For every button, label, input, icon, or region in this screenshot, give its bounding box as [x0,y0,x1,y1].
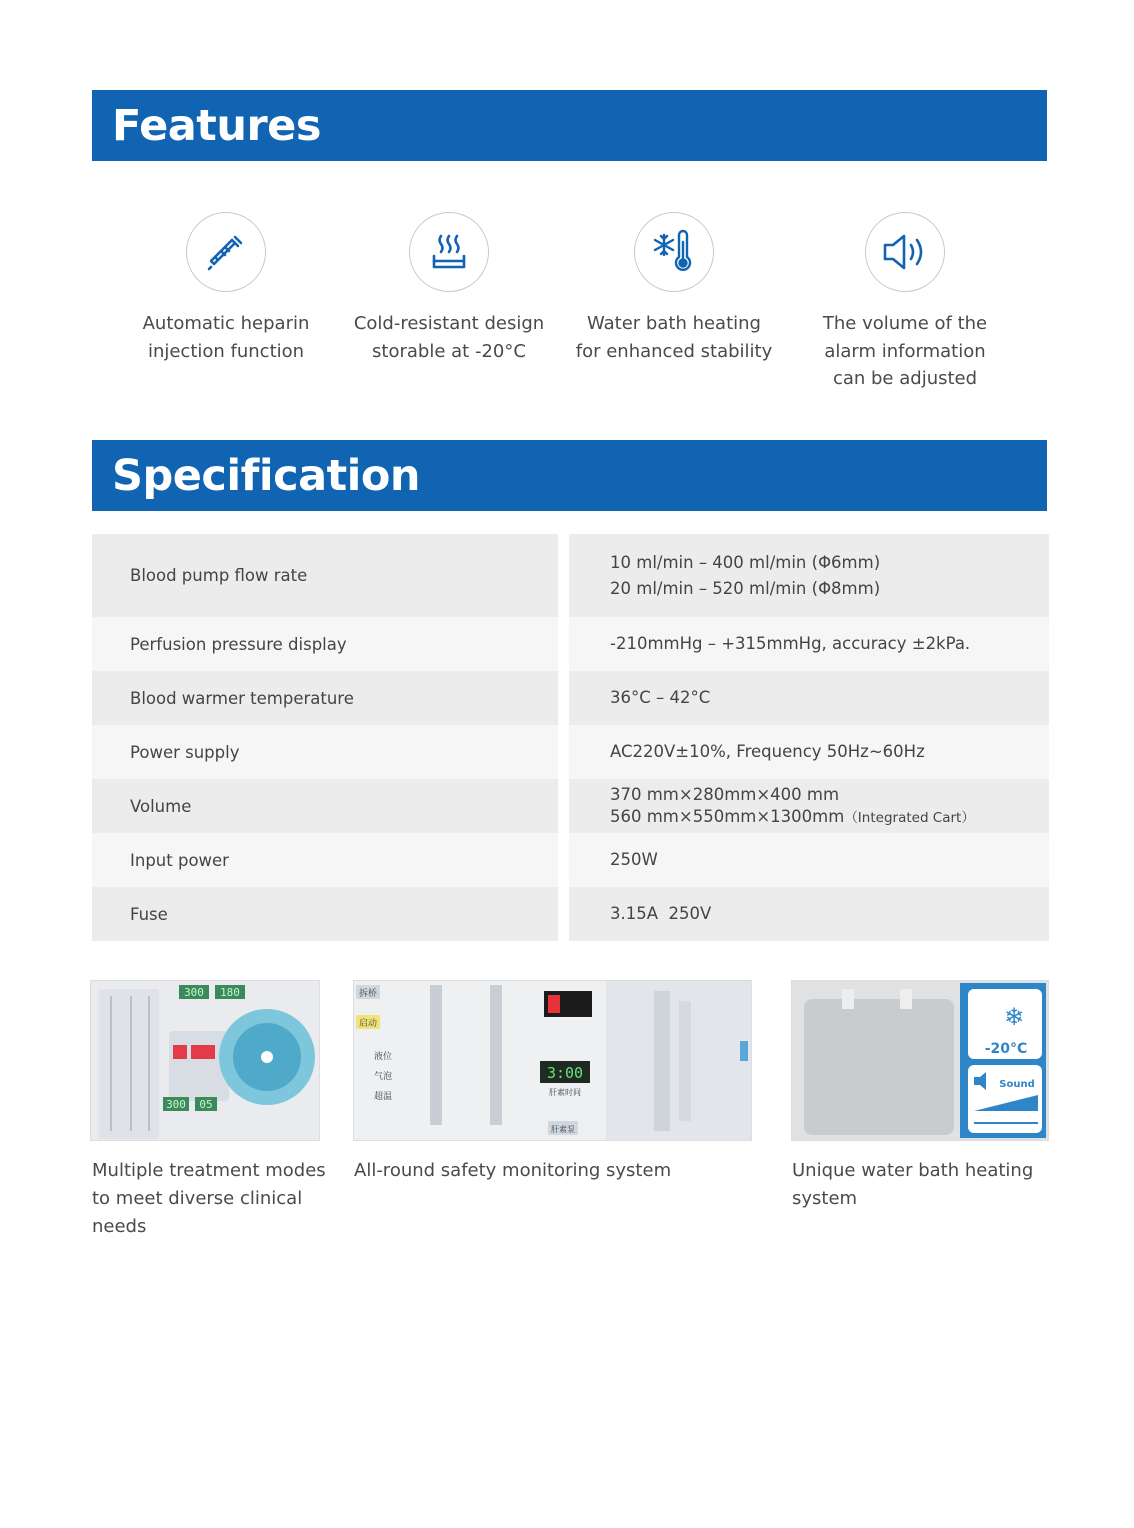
spec-value-text: 560 mm×550mm×1300mm [610,806,845,826]
photo-safety-monitoring [353,980,752,1141]
specification-banner [92,440,1047,511]
display-value: 300 [184,986,204,999]
heat-bath-icon [409,212,489,292]
caption-treatment-modes: Multiple treatment modes to meet diverse clinical needs [92,1160,326,1237]
badge-text: -20°C [984,1041,1028,1057]
photo-treatment-modes [90,980,320,1141]
badge-text: Sound [999,1079,1035,1090]
panel-label: 肝素泵 [551,1125,575,1134]
spec-row-power-supply [92,725,1049,779]
feature-heparin [111,212,341,365]
display-value: 300 [166,1098,186,1111]
feature-water-bath [559,212,789,365]
spec-value-line: 36°C – 42°C [610,688,711,707]
features-title: Features [112,100,321,151]
spec-value-line: AC220V±10%, Frequency 50Hz~60Hz [610,742,925,761]
display-value: 180 [220,986,240,999]
spec-value-line [610,806,975,829]
spec-key: Blood pump flow rate [92,534,558,617]
feature-label: Automatic heparin injection function [142,313,310,362]
feature-alarm-volume [790,212,1020,393]
spec-key: Volume [92,779,558,833]
spec-value [569,725,1049,779]
spec-key: Fuse [92,887,558,941]
spec-key: Power supply [92,725,558,779]
panel-label: 液位 [374,1052,393,1062]
spec-value-line: 370 mm×280mm×400 mm [610,784,840,804]
spec-value [569,671,1049,725]
spec-row-volume [92,779,1049,833]
spec-row-fuse [92,887,1049,941]
spec-row-perfusion-pressure [92,617,1049,671]
panel-label: 启动 [358,1019,378,1029]
snowflake-icon: ❄ [1003,1003,1025,1031]
snowflake-thermometer-icon [634,212,714,292]
features-banner [92,90,1047,161]
display-value: 05 [199,1098,213,1111]
spec-value [569,887,1049,941]
spec-value-line: 10 ml/min – 400 ml/min (Φ6mm) [610,552,881,572]
panel-label: 肝素时间 [549,1088,581,1097]
spec-value-line: 250W [610,850,658,869]
feature-label: The volume of the alarm information can be adjusted [822,313,988,389]
spec-row-warmer-temperature [92,671,1049,725]
speaker-icon [865,212,945,292]
feature-label: Cold-resistant design storable at -20°C [353,313,545,362]
panel-label: 超温 [374,1092,393,1102]
spec-value-line: 3.15A 250V [610,904,712,923]
panel-label: 拆桥 [358,989,378,999]
spec-value [569,833,1049,887]
photo-water-bath [791,980,1049,1141]
panel-label: 气泡 [374,1072,393,1082]
feature-cold-resistant [334,212,564,365]
caption-water-bath: Unique water bath heating system [792,1160,1034,1209]
spec-key: Blood warmer temperature [92,671,558,725]
panel-display: 3:00 [546,1064,584,1082]
spec-value-line: 20 ml/min – 520 ml/min (Φ8mm) [610,578,881,598]
spec-value [569,779,1049,833]
syringe-icon [186,212,266,292]
spec-row-input-power [92,833,1049,887]
caption-safety-monitoring: All-round safety monitoring system [354,1160,672,1181]
feature-label: Water bath heating for enhanced stability [575,313,773,362]
spec-key: Input power [92,833,558,887]
spec-key: Perfusion pressure display [92,617,558,671]
spec-value-line: -210mmHg – +315mmHg, accuracy ±2kPa. [610,634,971,653]
spec-value-note: （Integrated Cart） [844,809,975,826]
spec-value [569,534,1049,617]
spec-value [569,617,1049,671]
spec-row-flow-rate [92,534,1049,617]
specification-title: Specification [112,450,421,501]
